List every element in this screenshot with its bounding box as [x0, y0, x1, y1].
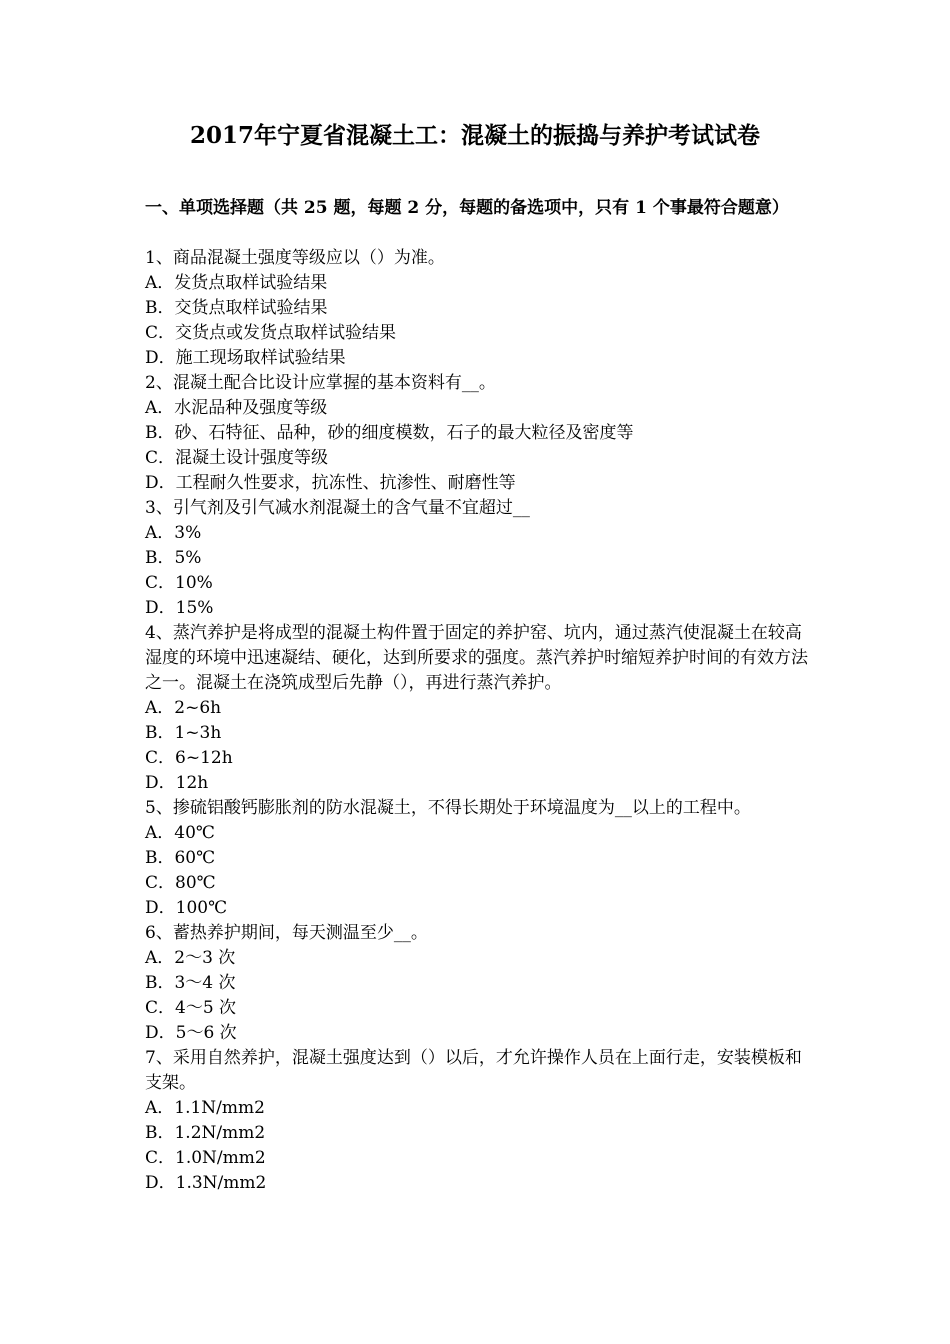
option-a: A．2~6h — [145, 698, 222, 718]
question-5 — [145, 796, 810, 921]
option-b: B．5% — [145, 548, 202, 568]
question-4 — [145, 621, 810, 796]
option-a: A．3% — [145, 523, 202, 543]
option-d: D．5～6 次 — [145, 1023, 237, 1043]
option-a: A．水泥品种及强度等级 — [145, 398, 328, 418]
option-c: C．6~12h — [145, 748, 233, 768]
section-heading: 一、单项选择题（共 25 题，每题 2 分，每题的备选项中，只有 1 个事最符合题意） — [145, 198, 789, 218]
option-c: C．混凝土设计强度等级 — [145, 448, 329, 468]
option-c: C．交货点或发货点取样试验结果 — [145, 323, 397, 343]
question-7 — [145, 1046, 810, 1196]
question-2 — [145, 371, 810, 496]
document-title: 2017年宁夏省混凝土工：混凝土的振捣与养护考试试卷 — [189, 122, 760, 149]
option-a: A．2～3 次 — [145, 948, 236, 968]
option-c: C．10% — [145, 573, 213, 593]
option-d: D．1.3N/mm2 — [145, 1173, 267, 1193]
question-stem: 3、引气剂及引气减水剂混凝土的含气量不宜超过__ — [145, 498, 530, 518]
option-a: A．发货点取样试验结果 — [145, 273, 328, 293]
option-d: D．工程耐久性要求，抗冻性、抗渗性、耐磨性等 — [145, 473, 516, 493]
option-c: C．80℃ — [145, 873, 216, 893]
question-stem: 6、蓄热养护期间，每天测温至少__。 — [145, 923, 428, 943]
option-b: B．3～4 次 — [145, 973, 236, 993]
question-list — [145, 246, 810, 1196]
option-a: A．1.1N/mm2 — [145, 1098, 265, 1118]
option-d: D．12h — [145, 773, 209, 793]
option-d: D．施工现场取样试验结果 — [145, 348, 346, 368]
question-stem: 4、蒸汽养护是将成型的混凝土构件置于固定的养护窑、坑内，通过蒸汽使混凝土在较高湿度的环境中迅速凝结、硬化，达到所要求的强度。蒸汽养护时缩短养护时间的有效方法之一。混凝土在浇筑成型后先静（），再进行蒸汽养护。 — [145, 623, 808, 693]
question-3 — [145, 496, 810, 621]
question-1 — [145, 246, 810, 371]
option-c: C．1.0N/mm2 — [145, 1148, 266, 1168]
option-d: D．100℃ — [145, 898, 228, 918]
option-b: B．1~3h — [145, 723, 222, 743]
question-stem: 1、商品混凝土强度等级应以（）为准。 — [145, 248, 445, 268]
question-stem: 5、掺硫铝酸钙膨胀剂的防水混凝土，不得长期处于环境温度为__以上的工程中。 — [145, 798, 751, 818]
question-stem: 2、混凝土配合比设计应掌握的基本资料有__。 — [145, 373, 496, 393]
question-stem: 7、采用自然养护，混凝土强度达到（）以后，才允许操作人员在上面行走，安装模板和支架。 — [145, 1048, 802, 1093]
option-b: B．砂、石特征、品种，砂的细度模数，石子的最大粒径及密度等 — [145, 423, 634, 443]
option-b: B．1.2N/mm2 — [145, 1123, 266, 1143]
option-b: B．交货点取样试验结果 — [145, 298, 328, 318]
option-b: B．60℃ — [145, 848, 216, 868]
question-6 — [145, 921, 810, 1046]
option-d: D．15% — [145, 598, 214, 618]
option-a: A．40℃ — [145, 823, 215, 843]
option-c: C．4～5 次 — [145, 998, 237, 1018]
